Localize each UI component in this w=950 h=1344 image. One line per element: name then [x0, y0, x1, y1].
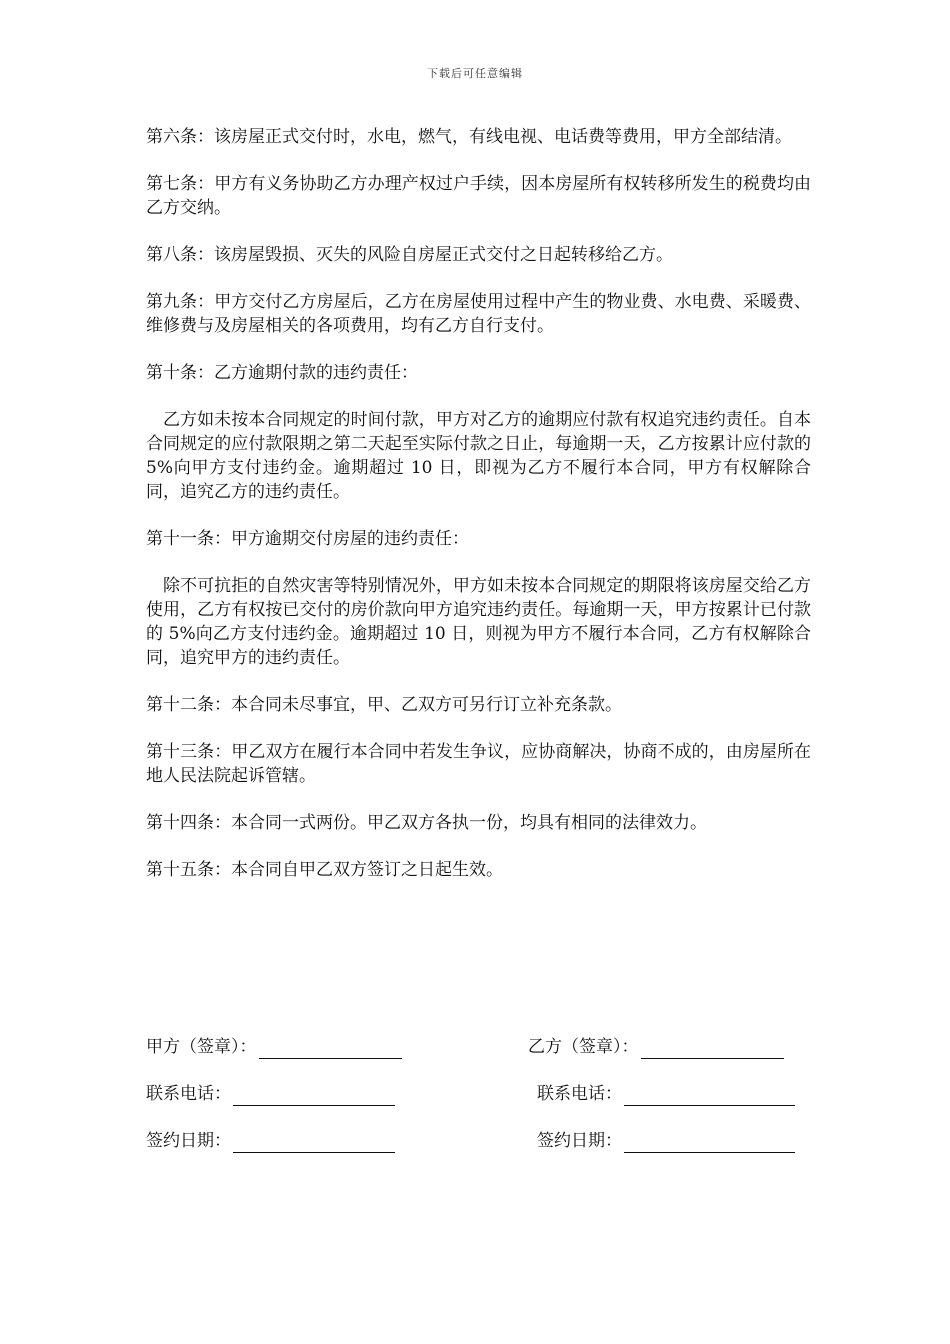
party-a-phone-label: 联系电话： [146, 1084, 231, 1104]
clause-8: 第八条：该房屋毁损、灭失的风险自房屋正式交付之日起转移给乙方。 [146, 245, 673, 265]
phone-row [146, 1082, 811, 1129]
party-a-seal-field [146, 1035, 402, 1059]
clause-10-body: 乙方如未按本合同规定的时间付款，甲方对乙方的逾期应付款有权追究违约责任。自本合同规定的应付款限期之第二天起至实际付款之日止，每逾期一天，乙方按累计应付款的 5%向甲方支付违约金。逾期超过 10 日，即视为乙方不履行本合同，甲方有权解除合同，追究乙方的违约责任。 [146, 410, 811, 502]
party-a-date-field [146, 1129, 395, 1153]
party-b-phone-label: 联系电话： [537, 1084, 622, 1104]
seal-row [146, 1035, 811, 1082]
clause-11-title: 第十一条：甲方逾期交付房屋的违约责任： [146, 529, 469, 549]
clause-9: 第九条：甲方交付乙方房屋后，乙方在房屋使用过程中产生的物业费、水电费、采暖费、维修费与及房屋相关的各项费用，均有乙方自行支付。 [146, 292, 811, 336]
party-a-date-label: 签约日期： [146, 1131, 231, 1151]
party-b-phone-line[interactable] [624, 1085, 795, 1106]
party-b-seal-field [528, 1035, 784, 1059]
party-a-date-line[interactable] [233, 1132, 395, 1153]
party-a-phone-field [146, 1082, 395, 1106]
party-b-date-line[interactable] [624, 1132, 795, 1153]
clause-11-body: 除不可抗拒的自然灾害等特别情况外，甲方如未按本合同规定的期限将该房屋交给乙方使用，乙方有权按已交付的房价款向甲方追究违约责任。每逾期一天，甲方按累计已付款的 5%向乙方支付违约金。逾期超过 10 日，则视为甲方不履行本合同，乙方有权解除合同，追究甲方的违约责任。 [146, 576, 811, 668]
party-b-phone-field [537, 1082, 795, 1106]
clause-12: 第十二条：本合同未尽事宜，甲、乙双方可另行订立补充条款。 [146, 695, 622, 715]
party-b-date-label: 签约日期： [537, 1131, 622, 1151]
date-row [146, 1129, 811, 1176]
clause-13: 第十三条：甲乙双方在履行本合同中若发生争议，应协商解决，协商不成的，由房屋所在地人民法院起诉管辖。 [146, 742, 811, 786]
page-header-note: 下载后可任意编辑 [427, 67, 523, 80]
contract-body [146, 125, 811, 905]
party-a-seal-line[interactable] [259, 1038, 402, 1059]
clause-6: 第六条：该房屋正式交付时，水电，燃气，有线电视、电话费等费用，甲方全部结清。 [146, 127, 792, 147]
party-a-phone-line[interactable] [233, 1085, 395, 1106]
party-a-seal-label: 甲方（签章）： [146, 1037, 257, 1057]
party-b-date-field [537, 1129, 795, 1153]
party-b-seal-line[interactable] [641, 1038, 784, 1059]
clause-7: 第七条：甲方有义务协助乙方办理产权过户手续，因本房屋所有权转移所发生的税费均由乙方交纳。 [146, 174, 811, 218]
clause-14: 第十四条：本合同一式两份。甲乙双方各执一份，均具有相同的法律效力。 [146, 813, 707, 833]
clause-10-title: 第十条：乙方逾期付款的违约责任： [146, 363, 418, 383]
party-b-seal-label: 乙方（签章）： [528, 1037, 639, 1057]
clause-15: 第十五条：本合同自甲乙双方签订之日起生效。 [146, 860, 503, 880]
signature-block [146, 1035, 811, 1176]
